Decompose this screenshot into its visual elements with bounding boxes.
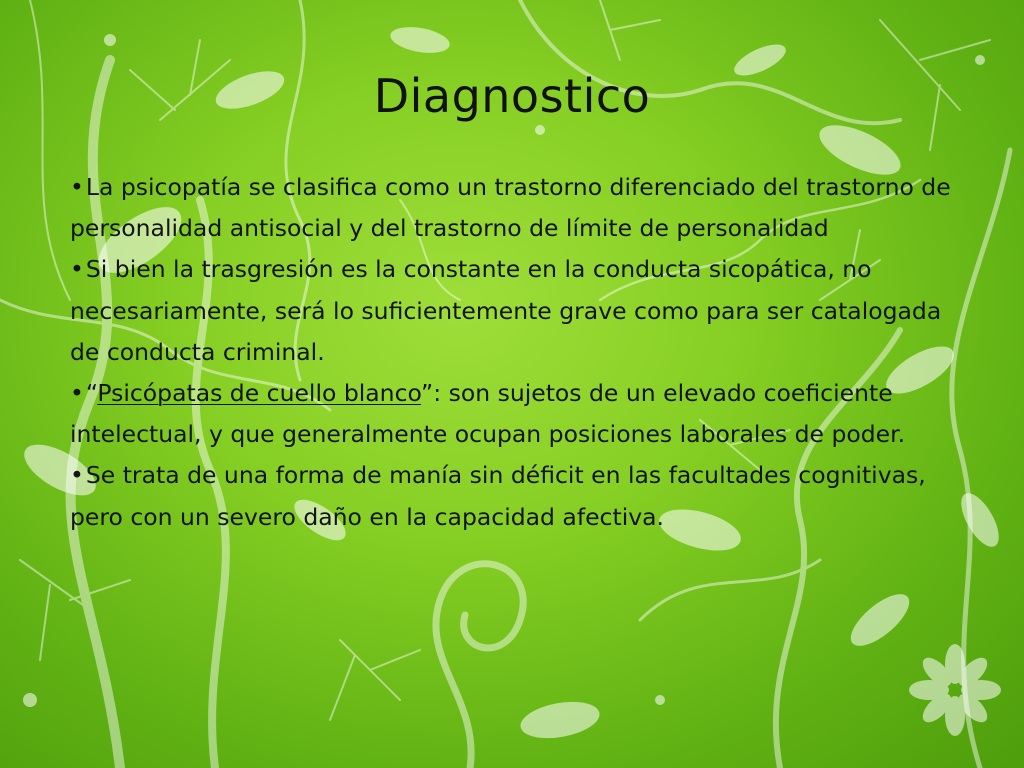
bullet-text: Si bien la trasgresión es la constante en la conducta sicopática, no necesariamente, será lo suficientemente grave como para ser catalogada de conducta criminal.	[70, 255, 942, 366]
bullet-item-2	[70, 249, 975, 373]
bullet-text: La psicopatía se clasifica como un trastorno diferenciado del trastorno de personalidad antisocial y del trastorno de límite de personalidad	[70, 173, 951, 243]
bullet-text: Se trata de una forma de manía sin déficit en las facultades cognitivas, pero con un severo daño en la capacidad afectiva.	[70, 461, 926, 531]
bullet-item-3	[70, 373, 975, 455]
bullet-item-4	[70, 455, 975, 537]
bullet-item-1	[70, 167, 975, 249]
bullet-text: ”: son sujetos de un elevado coeficiente intelectual, y que generalmente ocupan posiciones laborales de poder.	[70, 379, 906, 449]
bullet-icon: •	[70, 173, 84, 201]
bullet-list	[70, 167, 975, 538]
bullet-icon: •	[70, 379, 84, 408]
open-quote: “	[85, 379, 98, 408]
bullet-icon: •	[70, 255, 84, 284]
underlined-term: Psicópatas de cuello blanco	[97, 379, 422, 408]
slide-title: Diagnostico	[373, 69, 651, 123]
bullet-icon: •	[70, 461, 84, 490]
